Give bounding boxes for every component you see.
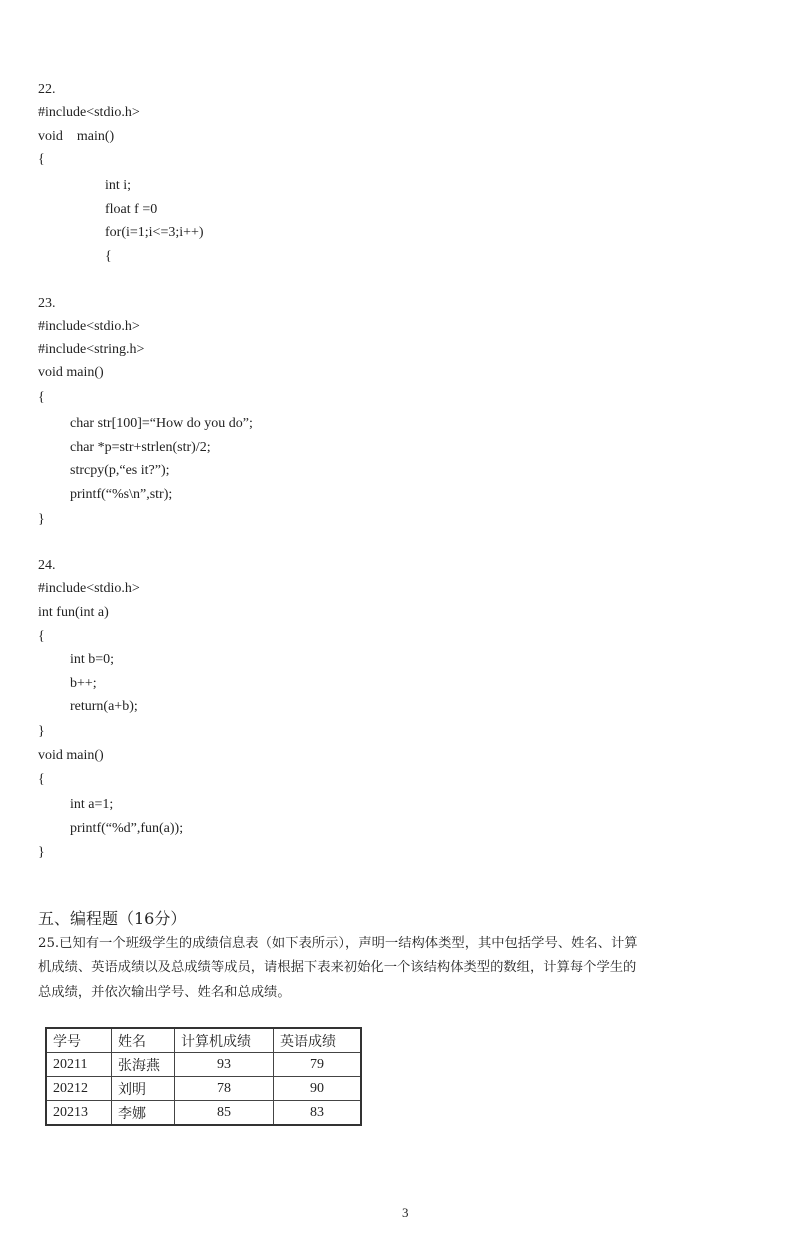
- cell: 93: [175, 1053, 274, 1077]
- code-line: void main(): [38, 129, 115, 144]
- header-cell: 计算机成绩: [175, 1028, 274, 1053]
- cell: 20211: [46, 1053, 112, 1077]
- question-text: 机成绩、英语成绩以及总成绩等成员，请根据下表来初始化一个该结构体类型的数组，计算每个学生的: [38, 960, 637, 975]
- score-table: [45, 1027, 362, 1126]
- code-line: char str[100]=“How do you do”;: [70, 416, 253, 431]
- question-23-number: 23.: [38, 296, 56, 311]
- code-line: {: [38, 629, 45, 644]
- header-cell: 学号: [46, 1028, 112, 1053]
- cell: 79: [274, 1053, 362, 1077]
- cell: 张海燕: [112, 1053, 175, 1077]
- code-line: float f =0: [105, 202, 158, 217]
- cell: 90: [274, 1077, 362, 1101]
- header-cell: 姓名: [112, 1028, 175, 1053]
- code-line: printf(“%d”,fun(a));: [70, 821, 184, 836]
- code-line: char *p=str+strlen(str)/2;: [70, 440, 211, 455]
- cell: 20212: [46, 1077, 112, 1101]
- cell: 83: [274, 1101, 362, 1126]
- page-number: 3: [402, 1205, 409, 1220]
- code-line: strcpy(p,“es it?”);: [70, 463, 170, 478]
- question-text: 25.已知有一个班级学生的成绩信息表（如下表所示），声明一结构体类型，其中包括学号、姓名、计算: [38, 936, 638, 951]
- code-line: }: [38, 845, 45, 860]
- code-line: void main(): [38, 365, 104, 380]
- code-line: {: [38, 390, 45, 405]
- code-line: void main(): [38, 748, 104, 763]
- code-line: return(a+b);: [70, 699, 138, 714]
- question-22-number: 22.: [38, 82, 56, 97]
- table-row: [46, 1101, 361, 1126]
- table-row: [46, 1077, 361, 1101]
- code-line: b++;: [70, 676, 97, 691]
- cell: 85: [175, 1101, 274, 1126]
- code-line: #include<string.h>: [38, 342, 145, 357]
- cell: 李娜: [112, 1101, 175, 1126]
- cell: 78: [175, 1077, 274, 1101]
- code-line: #include<stdio.h>: [38, 105, 140, 120]
- code-line: }: [38, 512, 45, 527]
- code-line: int fun(int a): [38, 605, 109, 620]
- cell: 刘明: [112, 1077, 175, 1101]
- code-line: printf(“%s\n”,str);: [70, 487, 173, 502]
- cell: 20213: [46, 1101, 112, 1126]
- code-line: {: [38, 772, 45, 787]
- code-line: {: [105, 249, 112, 264]
- code-line: int b=0;: [70, 652, 115, 667]
- question-text: 总成绩，并依次输出学号、姓名和总成绩。: [38, 985, 291, 1000]
- question-24-number: 24.: [38, 558, 56, 573]
- code-line: }: [38, 724, 45, 739]
- section-heading: 五、编程题（16分）: [38, 909, 187, 928]
- code-line: {: [38, 152, 45, 167]
- code-line: int a=1;: [70, 797, 114, 812]
- code-line: #include<stdio.h>: [38, 581, 140, 596]
- code-line: for(i=1;i<=3;i++): [105, 225, 204, 240]
- code-line: int i;: [105, 178, 132, 193]
- code-line: #include<stdio.h>: [38, 319, 140, 334]
- header-cell: 英语成绩: [274, 1028, 362, 1053]
- table-row: [46, 1053, 361, 1077]
- table-header-row: [46, 1028, 361, 1053]
